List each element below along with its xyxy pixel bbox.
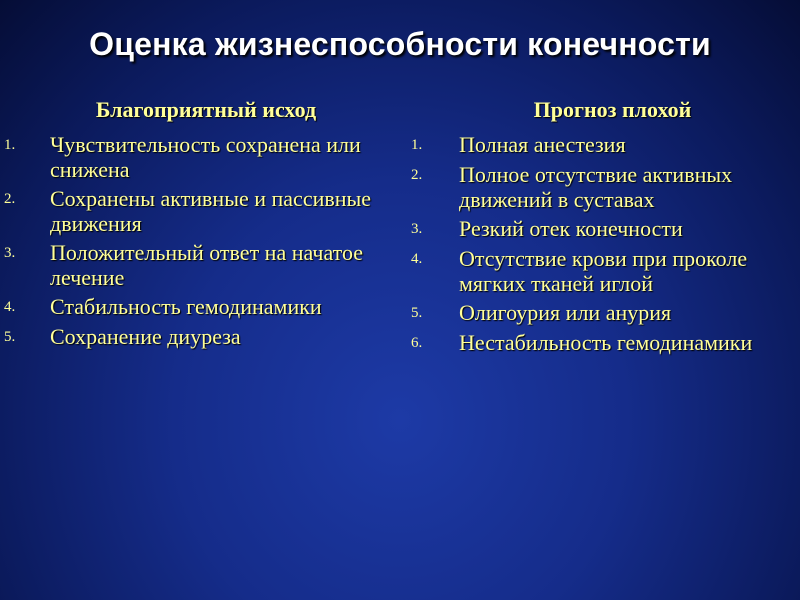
poor-prognosis-heading: Прогноз плохой [533, 97, 692, 122]
list-item-number: 6. [411, 335, 423, 351]
list-item-number: 3. [4, 245, 16, 261]
list-item [405, 246, 800, 296]
list-item-number: 4. [411, 251, 423, 267]
list-item-number: 5. [4, 329, 16, 345]
list-item-text: Положительный ответ на начатое лечение [50, 240, 363, 290]
list-item-number: 5. [411, 305, 423, 321]
list-item-number: 3. [411, 221, 423, 237]
list-item [405, 300, 800, 326]
list-item-text: Стабильность гемодинамики [50, 294, 322, 319]
list-item-number: 2. [4, 191, 16, 207]
list-item-text: Олигоурия или анурия [459, 300, 672, 325]
list-item-text: Полная анестезия [459, 132, 626, 157]
list-item-text: Нестабильность гемодинамики [459, 330, 753, 355]
poor-prognosis-column [405, 96, 800, 360]
poor-prognosis-list [405, 132, 800, 356]
list-item [0, 132, 392, 182]
list-item-text: Резкий отек конечности [459, 216, 683, 241]
list-item-text: Отсутствие крови при проколе мягких тканей иглой [459, 246, 748, 296]
list-item-number: 1. [4, 137, 16, 153]
list-item-text: Сохранены активные и пассивные движения [50, 186, 372, 236]
list-item [0, 186, 392, 236]
list-item [0, 294, 392, 320]
list-item [405, 330, 800, 356]
list-item [0, 240, 392, 290]
list-item-number: 1. [411, 137, 423, 153]
list-item [405, 132, 800, 158]
list-item [405, 162, 800, 212]
favorable-outcome-list [0, 132, 392, 350]
list-item-number: 2. [411, 167, 423, 183]
favorable-outcome-column [0, 96, 392, 354]
favorable-outcome-heading: Благоприятный исход [95, 97, 317, 122]
list-item [0, 324, 392, 350]
list-item-number: 4. [4, 299, 16, 315]
slide-title: Оценка жизнеспособности конечности [89, 26, 711, 62]
list-item-text: Полное отсутствие активных движений в суставах [459, 162, 733, 212]
list-item-text: Сохранение диуреза [50, 324, 241, 349]
list-item-text: Чувствительность сохранена или снижена [50, 132, 361, 182]
list-item [405, 216, 800, 242]
